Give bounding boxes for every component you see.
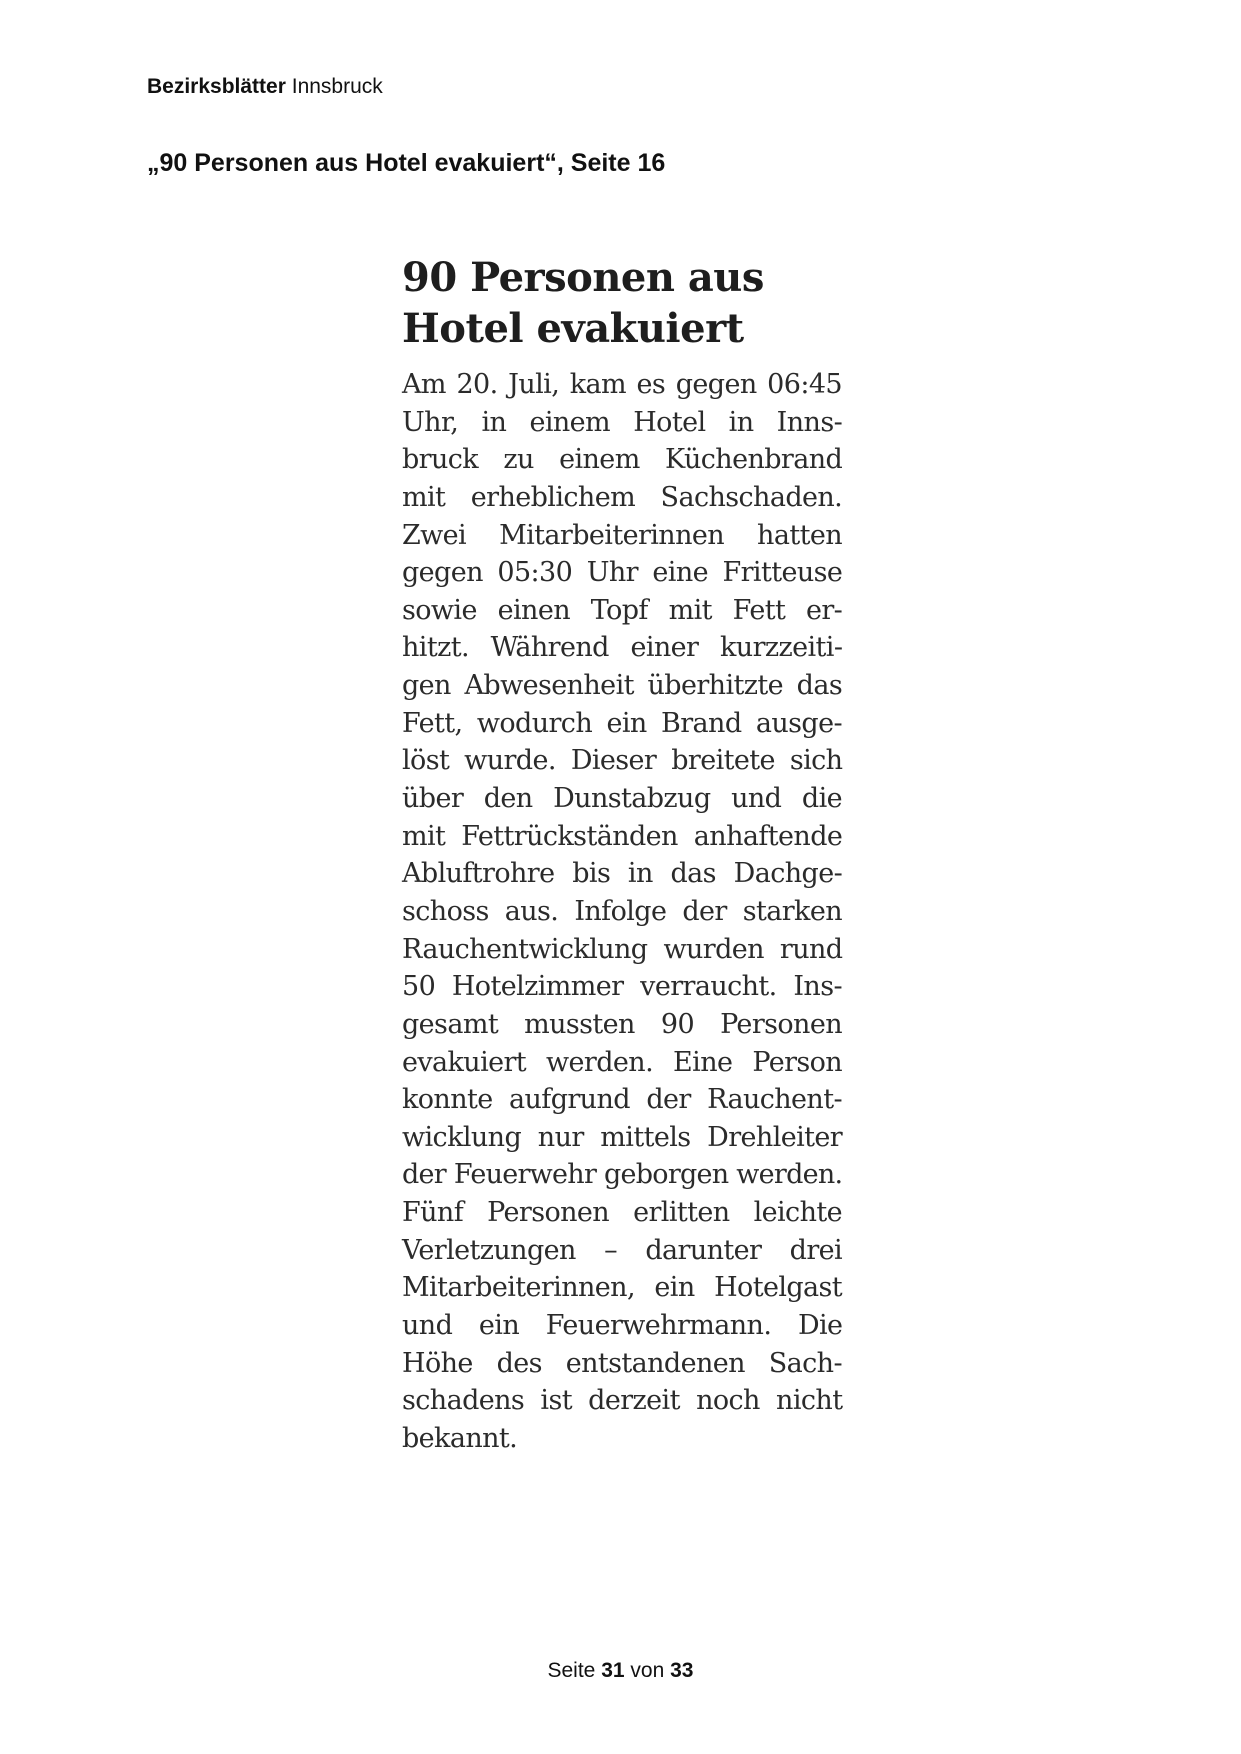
- article-body-line: bekannt.: [402, 1422, 518, 1454]
- article-body-line: Am 20. Juli, kam es gegen 06:45: [402, 369, 842, 400]
- publication-region: Innsbruck: [291, 75, 383, 98]
- article-body-line: schoss aus. Infolge der starken: [402, 895, 842, 927]
- article-body-line: sowie einen Topf mit Fett er-: [402, 594, 843, 626]
- article-body-line: Rauchentwicklung wurden rund: [402, 933, 843, 965]
- article-body-line: der Feuerwehr geborgen werden.: [402, 1159, 843, 1191]
- page-header: [147, 74, 383, 100]
- article-body-line: Abluftrohre bis in das Dachge-: [402, 858, 843, 890]
- publication-name: Bezirksblätter: [147, 75, 286, 98]
- article-clipping: [402, 252, 842, 1458]
- article-body-line: Fett, wodurch ein Brand ausge-: [402, 707, 842, 739]
- article-body-line: wicklung nur mittels Drehleiter: [402, 1121, 843, 1153]
- article-body-line: evakuiert werden. Eine Person: [402, 1046, 843, 1078]
- article-body-line: hitzt. Während einer kurzzeiti-: [402, 632, 843, 664]
- article-body-line: 50 Hotelzimmer verraucht. Ins-: [402, 971, 842, 1003]
- article-body-line: Höhe des entstandenen Sach-: [402, 1347, 842, 1379]
- article-body-line: gesamt mussten 90 Personen: [402, 1008, 842, 1040]
- article-body-line: und ein Feuerwehrmann. Die: [402, 1310, 843, 1342]
- page-label: Seite: [547, 1659, 596, 1682]
- article-body-line: mit erheblichem Sachschaden.: [402, 481, 843, 513]
- total-pages-number: 33: [670, 1659, 694, 1682]
- article-body-line: gen Abwesenheit überhitzte das: [402, 670, 843, 702]
- document-title: „90 Personen aus Hotel evakuiert“, Seite 16: [147, 149, 666, 177]
- article-body-line: konnte aufgrund der Rauchent-: [402, 1084, 842, 1116]
- article-body-line: über den Dunstabzug und die: [402, 783, 842, 815]
- current-page-number: 31: [601, 1659, 625, 1682]
- article-body-line: schadens ist derzeit noch nicht: [402, 1385, 843, 1417]
- headline-line: Hotel evakuiert: [402, 305, 744, 352]
- article-body-line: Verletzungen – darunter drei: [402, 1234, 843, 1266]
- headline-line: 90 Personen aus: [402, 254, 764, 301]
- article-body-line: Zwei Mitarbeiterinnen hatten: [402, 519, 842, 551]
- article-body: [402, 366, 842, 1458]
- page-footer: [0, 1658, 1241, 1684]
- article-body-line: löst wurde. Dieser breitete sich: [402, 745, 843, 777]
- of-label: von: [630, 1659, 665, 1682]
- article-body-line: Mitarbeiterinnen, ein Hotelgast: [402, 1272, 843, 1304]
- article-body-line: Fünf Personen erlitten leichte: [402, 1197, 842, 1229]
- article-body-line: bruck zu einem Küchenbrand: [402, 444, 843, 476]
- article-body-line: gegen 05:30 Uhr eine Fritteuse: [402, 557, 843, 589]
- article-body-line: mit Fettrückständen anhaftende: [402, 820, 843, 852]
- article-body-line: Uhr, in einem Hotel in Inns-: [402, 406, 843, 438]
- article-headline: [402, 252, 842, 354]
